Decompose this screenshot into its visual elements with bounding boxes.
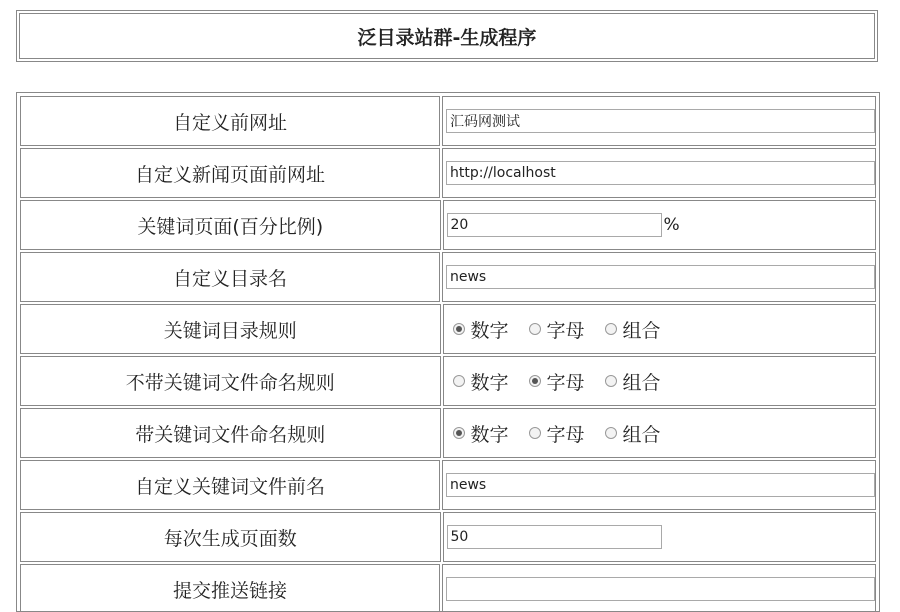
pages-per-generation-input[interactable] bbox=[447, 525, 662, 549]
radio-button-icon[interactable] bbox=[453, 375, 465, 387]
keyword-page-percent-label: 关键词页面(百分比例) bbox=[20, 200, 441, 250]
form-row-pages-per-generation bbox=[19, 511, 877, 563]
form-row-keyword-directory-rule bbox=[19, 303, 877, 355]
form-row-custom-news-url-prefix bbox=[19, 147, 877, 199]
radio-option-label: 组合 bbox=[622, 423, 661, 446]
percent-suffix: % bbox=[663, 215, 680, 235]
radio-button-icon[interactable] bbox=[605, 427, 617, 439]
custom-url-prefix-value-cell bbox=[442, 96, 876, 146]
radio-option-number[interactable] bbox=[447, 368, 509, 395]
radio-button-icon[interactable] bbox=[529, 375, 541, 387]
pages-per-generation-value-cell bbox=[443, 512, 877, 562]
radio-option-combined[interactable] bbox=[599, 316, 661, 343]
settings-form bbox=[16, 92, 880, 612]
page-title: 泛目录站群-生成程序 bbox=[19, 13, 875, 59]
radio-button-icon[interactable] bbox=[529, 323, 541, 335]
radio-option-label: 字母 bbox=[546, 319, 585, 342]
radio-button-icon[interactable] bbox=[453, 323, 465, 335]
keyword-file-naming-rule-radio-group bbox=[447, 420, 675, 447]
radio-option-label: 数字 bbox=[470, 371, 509, 394]
radio-option-letter[interactable] bbox=[523, 420, 585, 447]
non-keyword-file-naming-rule-radio-group bbox=[447, 368, 675, 395]
keyword-page-percent-value-cell bbox=[443, 200, 877, 250]
custom-keyword-file-prefix-input[interactable] bbox=[446, 473, 875, 497]
pages-per-generation-label: 每次生成页面数 bbox=[20, 512, 441, 562]
keyword-directory-rule-value-cell bbox=[443, 304, 877, 354]
custom-directory-name-value-cell bbox=[442, 252, 876, 302]
keyword-directory-rule-label: 关键词目录规则 bbox=[20, 304, 441, 354]
radio-option-label: 字母 bbox=[546, 423, 585, 446]
custom-url-prefix-input[interactable] bbox=[446, 109, 875, 133]
radio-option-label: 组合 bbox=[622, 371, 661, 394]
keyword-directory-rule-radio-group bbox=[447, 316, 675, 343]
form-row-submit-push-links bbox=[19, 563, 877, 612]
radio-option-number[interactable] bbox=[447, 316, 509, 343]
radio-option-number[interactable] bbox=[447, 420, 509, 447]
radio-option-combined[interactable] bbox=[599, 420, 661, 447]
radio-option-combined[interactable] bbox=[599, 368, 661, 395]
radio-option-label: 组合 bbox=[622, 319, 661, 342]
radio-option-letter[interactable] bbox=[523, 316, 585, 343]
form-row-custom-directory-name bbox=[19, 251, 877, 303]
radio-option-label: 数字 bbox=[470, 423, 509, 446]
radio-option-letter[interactable] bbox=[523, 368, 585, 395]
custom-directory-name-label: 自定义目录名 bbox=[20, 252, 440, 302]
custom-keyword-file-prefix-value-cell bbox=[442, 460, 876, 510]
custom-news-url-prefix-input[interactable] bbox=[446, 161, 875, 185]
form-row-keyword-file-naming-rule bbox=[19, 407, 877, 459]
radio-button-icon[interactable] bbox=[605, 323, 617, 335]
non-keyword-file-naming-rule-label: 不带关键词文件命名规则 bbox=[20, 356, 441, 406]
radio-option-label: 字母 bbox=[546, 371, 585, 394]
form-row-custom-keyword-file-prefix bbox=[19, 459, 877, 511]
title-box bbox=[16, 10, 878, 62]
keyword-file-naming-rule-label: 带关键词文件命名规则 bbox=[20, 408, 441, 458]
custom-news-url-prefix-label: 自定义新闻页面前网址 bbox=[20, 148, 440, 198]
submit-push-links-input[interactable] bbox=[446, 577, 875, 601]
keyword-page-percent-input[interactable] bbox=[447, 213, 662, 237]
form-row-non-keyword-file-naming-rule bbox=[19, 355, 877, 407]
radio-button-icon[interactable] bbox=[453, 427, 465, 439]
non-keyword-file-naming-rule-value-cell bbox=[443, 356, 877, 406]
form-row-custom-url-prefix bbox=[19, 95, 877, 147]
submit-push-links-value-cell bbox=[442, 564, 876, 612]
radio-button-icon[interactable] bbox=[529, 427, 541, 439]
custom-news-url-prefix-value-cell bbox=[442, 148, 876, 198]
form-row-keyword-page-percent bbox=[19, 199, 877, 251]
submit-push-links-label: 提交推送链接 bbox=[20, 564, 440, 612]
radio-button-icon[interactable] bbox=[605, 375, 617, 387]
keyword-file-naming-rule-value-cell bbox=[443, 408, 877, 458]
custom-url-prefix-label: 自定义前网址 bbox=[20, 96, 440, 146]
custom-directory-name-input[interactable] bbox=[446, 265, 875, 289]
custom-keyword-file-prefix-label: 自定义关键词文件前名 bbox=[20, 460, 440, 510]
radio-option-label: 数字 bbox=[470, 319, 509, 342]
